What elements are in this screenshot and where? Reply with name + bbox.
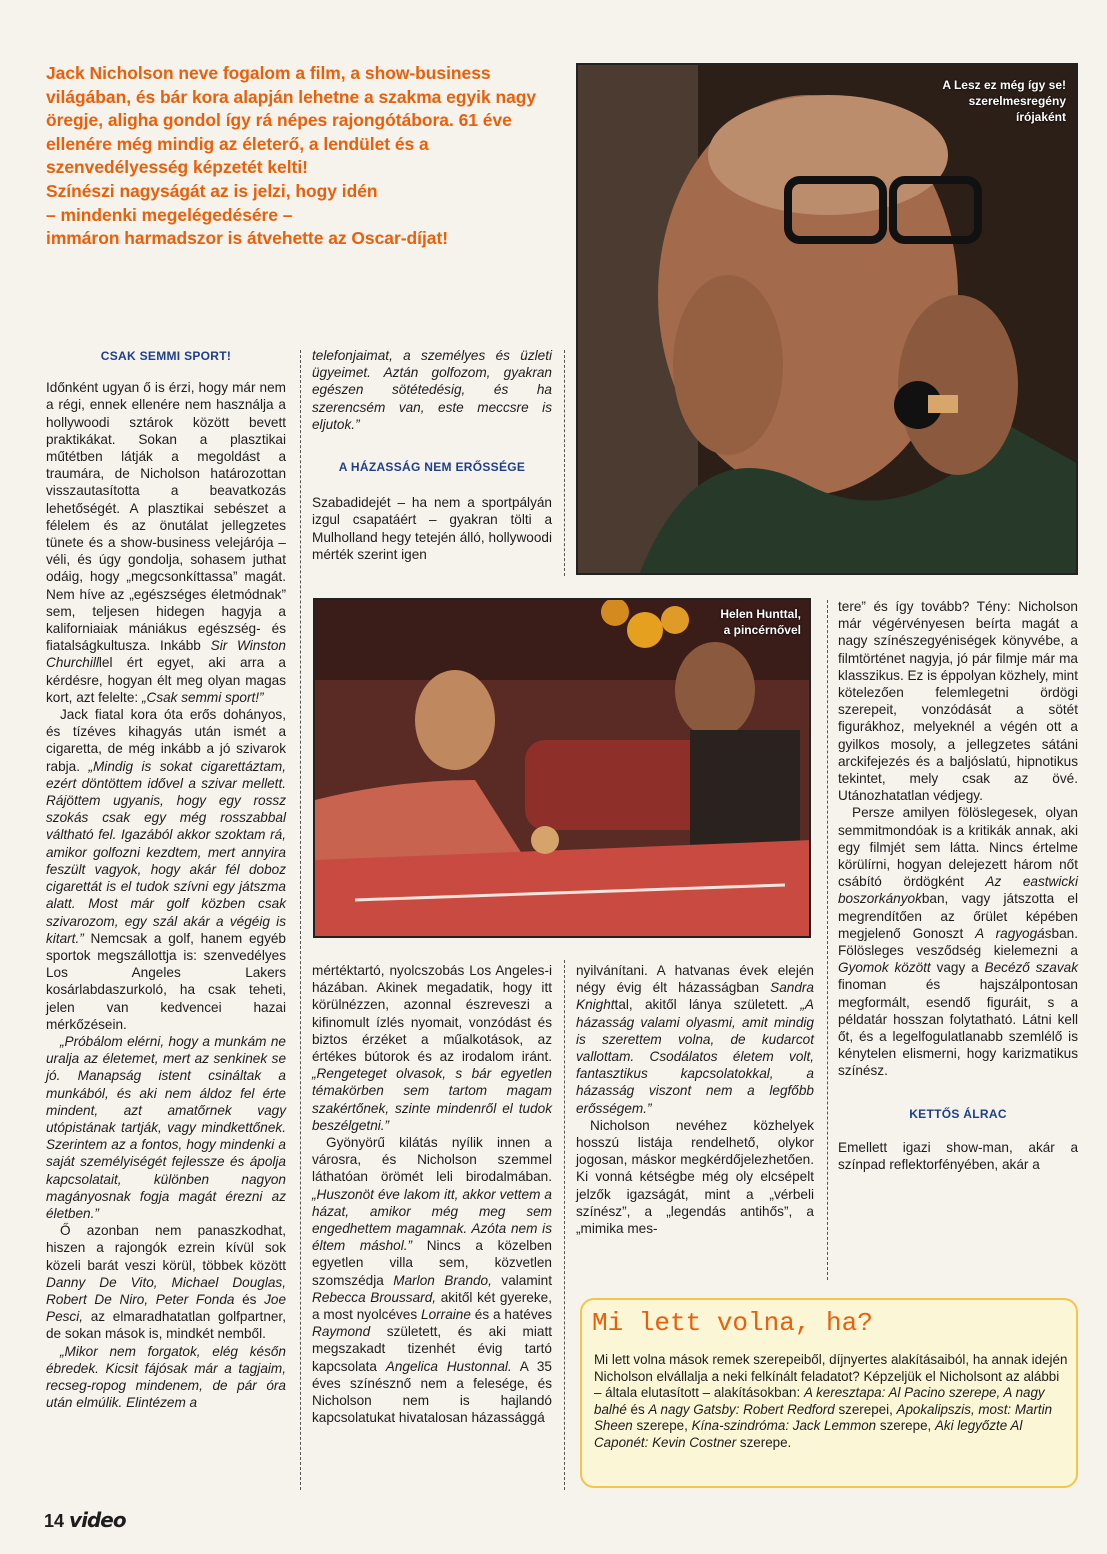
paragraph-cont: lel ért egyet, aki arra a kérdésre, hogyan élt meg olyan magas kort, azt felelte: bbox=[46, 655, 286, 705]
column-divider bbox=[564, 350, 565, 576]
quote: „Mikor nem forgatok, elég későn ébredek. Kicsit fájósak már a tagjaim, recseg-ropog mindenem, de pár óra után elmúlik. Elintézem a bbox=[46, 1343, 286, 1411]
paragraph-cont: Nincs a közelben egyetlen villa sem, közvetlen szomszédja bbox=[312, 1238, 552, 1288]
paragraph-cont: vagy a bbox=[936, 960, 979, 976]
photo-illustration-2 bbox=[315, 600, 811, 938]
magazine-logo: video bbox=[69, 1508, 126, 1532]
quote: „A házasság valami olyasmi, amit mindig is szerettem volna, de kudarcot vallottam. Csodálatos életem volt, fantasztikus kapcsolatokkal, a házasság viszont nem a legfőbb erősségem.” bbox=[576, 997, 814, 1116]
paragraph: Ő azonban nem panaszkodhat, hiszen a rajongók ezrein kívül sok közeli barát veszi körül, többek között bbox=[46, 1223, 286, 1273]
paragraph: Szabadidejét – ha nem a sportpályán izgul csapatáért – gyakran tölti a Mulholland hegy tetején álló, hollywoodi mérték szerint igen bbox=[312, 495, 552, 562]
emphasis: Kína-szindróma: Jack Lemmon bbox=[691, 1418, 877, 1434]
box-text-cont: és bbox=[630, 1401, 645, 1417]
page-number: 14 bbox=[44, 1511, 65, 1531]
emphasis: A nagy Gatsby: Robert Redford bbox=[648, 1401, 835, 1417]
paragraph-cont: az elmaradhatatlan golfpartner, de sokan mások is, mindkét nemből. bbox=[46, 1309, 286, 1342]
emphasis: Marlon Brando, bbox=[393, 1272, 492, 1288]
sidebar-box bbox=[580, 1298, 1078, 1488]
box-title: Mi lett volna, ha? bbox=[592, 1308, 873, 1338]
lead-paragraph bbox=[46, 62, 546, 251]
paragraph: Emellett igazi show-man, akár a színpad reflektorfényében, akár a bbox=[838, 1139, 1078, 1173]
lead-text-2: Színészi nagyságát az is jelzi, hogy idén bbox=[46, 180, 378, 201]
quote: „Próbálom elérni, hogy a munkám ne uralja az életemet, mert az senkinek se jó. Manapság istent csináltak a munkából, és aki nem áldoz fel érte mindent, azt amatőrnek vagy utópistának tartják, vagy mindkettőnek. Szerintem az a fontos, hogy mindenki a saját személyiségét fejlessze és ápolja kapcsolatait, különben nagyon magányosnak fogja magát érezni az életben.” bbox=[46, 1033, 286, 1221]
section-heading: CSAK SEMMI SPORT! bbox=[100, 349, 232, 363]
caption-line-1: Helen Hunttal, bbox=[720, 607, 801, 621]
column-divider bbox=[300, 350, 301, 1490]
emphasis: Lorraine bbox=[421, 1307, 471, 1323]
paragraph: Jack fiatal kora óta erős dohányos, és tízéves kihagyás után ismét a cigaretta, de még inkább a jó szivarok rabja. bbox=[46, 707, 286, 774]
paragraph: Időnként ugyan ő is érzi, hogy már nem a régi, ennek ellenére nem használja a hollywoodi sztárok között bevett praktikákat. Sokan a plasztikai műtétben látják a megoldást a traumára, de Nicholson határozottan visszautasította a beavatkozás lehetőségét. A plasztikai sebészet a félelem és az önutálat jellegzetes tünete és a show-business velejárója – véli, és úgy gondolja, sohasem juthat odáig, hogy „megcsonkíttassa” magát. Nem híve az „egészséges életmódnak” sem, teljesen hidegen hagyja a kaliforniaiak mániákus egészség- és fiatalságkultusza. Inkább bbox=[46, 380, 286, 654]
emphasis: Raymond bbox=[312, 1324, 371, 1340]
emphasis: Danny De Vito, Michael Douglas, Robert De Niro, Peter Fonda bbox=[46, 1274, 286, 1307]
emphasis: Az eastwicki boszorkányok bbox=[838, 874, 1078, 907]
paragraph-cont: ban. Fölösleges vesződség kielemezni a bbox=[838, 925, 1079, 959]
emphasis: Sandra Knight bbox=[576, 980, 814, 1013]
paragraph-cont: és bbox=[242, 1291, 257, 1307]
emphasis: Joe Pesci, bbox=[46, 1291, 287, 1325]
column-2-top bbox=[312, 347, 552, 563]
column-3 bbox=[576, 962, 814, 1237]
emphasis: Sir Winston Churchill bbox=[46, 638, 286, 671]
paragraph: Gyönyörű kilátás nyílik innen a városra, és Nicholson szemmel láthatóan örömét leli birodalmában. bbox=[312, 1135, 552, 1185]
paragraph-cont: akitől két gyereke, a most nyolcéves bbox=[312, 1289, 553, 1323]
box-paragraph: Mi lett volna mások remek szerepeiből, díjnyertes alakításaiból, ha annak idején Nicholson elvállalja a neki felkínált feladatot? Képzeljük el Nicholsont az alábbi – általa elutasított – alakításokban: bbox=[594, 1352, 1068, 1401]
caption-line-2: a pincérnővel bbox=[723, 623, 801, 637]
lead-text: Jack Nicholson neve fogalom a film, a show-business világában, és bár kora alapján lehetne a szakma egyik nagy öregje, aligha gondol így rá népes rajongótábora. 61 éve ellenére még mindig az életerő, a lendület és a szenvedélyesség képzetét kelti! bbox=[46, 63, 537, 178]
paragraph: Nicholson nevéhez közhelyek hosszú listája rendelhető, olykor jogosan, máskor megkérdőjelezhetően. Ki vonná kétségbe még oly elcsépelt jelzők igazságát, mint a „vérbeli színész”, a „legendás antihős”, a „mimika mes- bbox=[576, 1117, 814, 1237]
paragraph-cont: és a hatéves bbox=[474, 1307, 552, 1323]
paragraph: mértéktartó, nyolcszobás Los Angeles-i házában. Akinek megadatik, hogy itt körülnézzen, azonnal észreveszi a kifinomult ízlés nyomait, vonzódást és biztos érzéket a műalkotások, az értékes bútorok és az irodalom iránt. bbox=[312, 963, 552, 1065]
paragraph: nyilvánítani. A hatvanas évek elején négy évig élt házasságban bbox=[576, 963, 814, 996]
caption-line-1: A Lesz ez még így se! bbox=[942, 78, 1066, 92]
lead-text-4: immáron harmadszor is átvehette az Oscar-díjat! bbox=[46, 228, 449, 249]
lead-text-3: – mindenki megelégedésére – bbox=[46, 204, 293, 225]
box-text-cont: szerepe, bbox=[879, 1418, 932, 1434]
emphasis: A keresztapa: Al Pacino szerepe, A nagy balhé bbox=[594, 1385, 1045, 1417]
box-text-cont: szerepe. bbox=[739, 1434, 792, 1450]
emphasis: Aki legyőzte Al Caponét: Kevin Costner bbox=[594, 1418, 1023, 1450]
paragraph-cont: A 35 éves színésznő nem a felesége, és Nicholson nem is hajlandó kapcsolatukat hivatalosan házassággá bbox=[312, 1358, 552, 1426]
emphasis: Becéző szavak bbox=[984, 960, 1078, 976]
photo-helen-hunt bbox=[313, 598, 811, 938]
column-4 bbox=[838, 598, 1078, 1173]
photo-illustration bbox=[578, 65, 1078, 575]
box-text-cont: szerepe, bbox=[636, 1418, 688, 1434]
page-footer bbox=[44, 1508, 126, 1532]
paragraph: tere” és így tovább? Tény: Nicholson már végérvényesen beírta magát a nagy színészegyéniségek könyvébe, a filmtörténet nagyja, jó pár filmje már ma klasszikus. Ez is éppolyan közhely, mint kötelezően felemlegetni ördögi szerepeit, vonzódását a sötét figurákhoz, melyeknél a végén ott a gyilkos mosoly, a jellegzetes sátáni arckifejezés és a baljóslatú, hipnotikus tekintet, mely csak az övé. Utánozhatatlan védjegy. bbox=[838, 599, 1079, 804]
photo-caption bbox=[942, 77, 1066, 125]
emphasis: Rebecca Broussard, bbox=[312, 1289, 437, 1305]
column-divider bbox=[827, 600, 828, 1280]
section-heading: KETTŐS ÁLRAC bbox=[909, 1106, 1007, 1121]
quote: „Huszonöt éve lakom itt, akkor vettem a házat, amikor még meg sem engedhettem magamnak. Azóta nem is éltem máshol.” bbox=[312, 1186, 552, 1254]
paragraph: Persze amilyen fölöslegesek, olyan semmitmondóak is a kritikák annak, aki egy filmjét sem látta. Nincs értelme körülírni, hogyan delejezett három nőt csábító ördögként bbox=[838, 805, 1078, 890]
quote: „Mindig is sokat cigarettáztam, ezért döntöttem idővel a szivar mellett. Rájöttem ugyanis, hogy egy rossz szokás csak egy még rosszabbal váltható fel. Igazából akkor szoktam rá, amikor golfozni kezdtem, mert annyira feszült vagyok, hogy akár fél doboz cigarettát is el tudok szívni egy játszma alatt. Most már golf közben csak szivarozom, egy szál akár a végéig is kitart.” bbox=[46, 758, 286, 946]
paragraph-cont: tal, akitől lánya született. bbox=[614, 997, 789, 1013]
quote: „Csak semmi sport!” bbox=[141, 689, 264, 705]
quote: „Rengeteget olvasok, s bár egyetlen témakörben sem tartom magam szakértőnek, szinte mindenről el tudok beszélgetni.” bbox=[312, 1066, 552, 1133]
emphasis: Angelica Hustonnal. bbox=[385, 1358, 512, 1374]
photo-nicholson-phone bbox=[576, 63, 1078, 575]
emphasis: Gyomok között bbox=[838, 960, 931, 976]
caption-line-2: szerelmesregény bbox=[968, 94, 1066, 108]
emphasis: A ragyogás bbox=[975, 925, 1052, 941]
column-2-bottom bbox=[312, 962, 552, 1426]
column-divider bbox=[564, 960, 565, 1490]
column-1 bbox=[46, 340, 286, 1411]
photo-caption-2 bbox=[720, 606, 801, 638]
section-heading: A HÁZASSÁG NEM ERŐSSÉGE bbox=[338, 460, 526, 475]
box-text bbox=[594, 1352, 1068, 1452]
paragraph-cont: született, és aki miatt megszakadt tizenhét évig tartó kapcsolata bbox=[312, 1324, 552, 1374]
emphasis: Apokalipszis, most: Martin Sheen bbox=[594, 1401, 1053, 1434]
paragraph-cont: Nemcsak a golf, hanem egyéb sportok megszállottja is: szenvedélyes Los Angeles Lakers kosárlabdaszurkoló, ha csak teheti, jelen van kedvencei hazai mérkőzésein. bbox=[46, 930, 286, 1032]
paragraph-cont: finoman és hajszálpontosan megformált, esendő figuráit, s a példatár hosszan folytatható. Látni kell őt, és a legelfogulatlanabb szemlélő is kénytelen elismerni, hogy karizmatikus színész. bbox=[838, 977, 1078, 1079]
paragraph-cont: valamint bbox=[501, 1272, 553, 1288]
paragraph-cont: ban, vagy játszotta el megrendítően az őrület képében megjelenő Gonoszt bbox=[838, 891, 1078, 941]
box-text-cont: szerepei, bbox=[838, 1401, 893, 1417]
quote: telefonjaimat, a személyes és üzleti ügyeimet. Aztán golfozom, gyakran egészen sötétedésig, és ha szerencsém van, este meccsre is eljutok.” bbox=[312, 348, 552, 432]
caption-line-3: írójaként bbox=[1015, 110, 1066, 124]
